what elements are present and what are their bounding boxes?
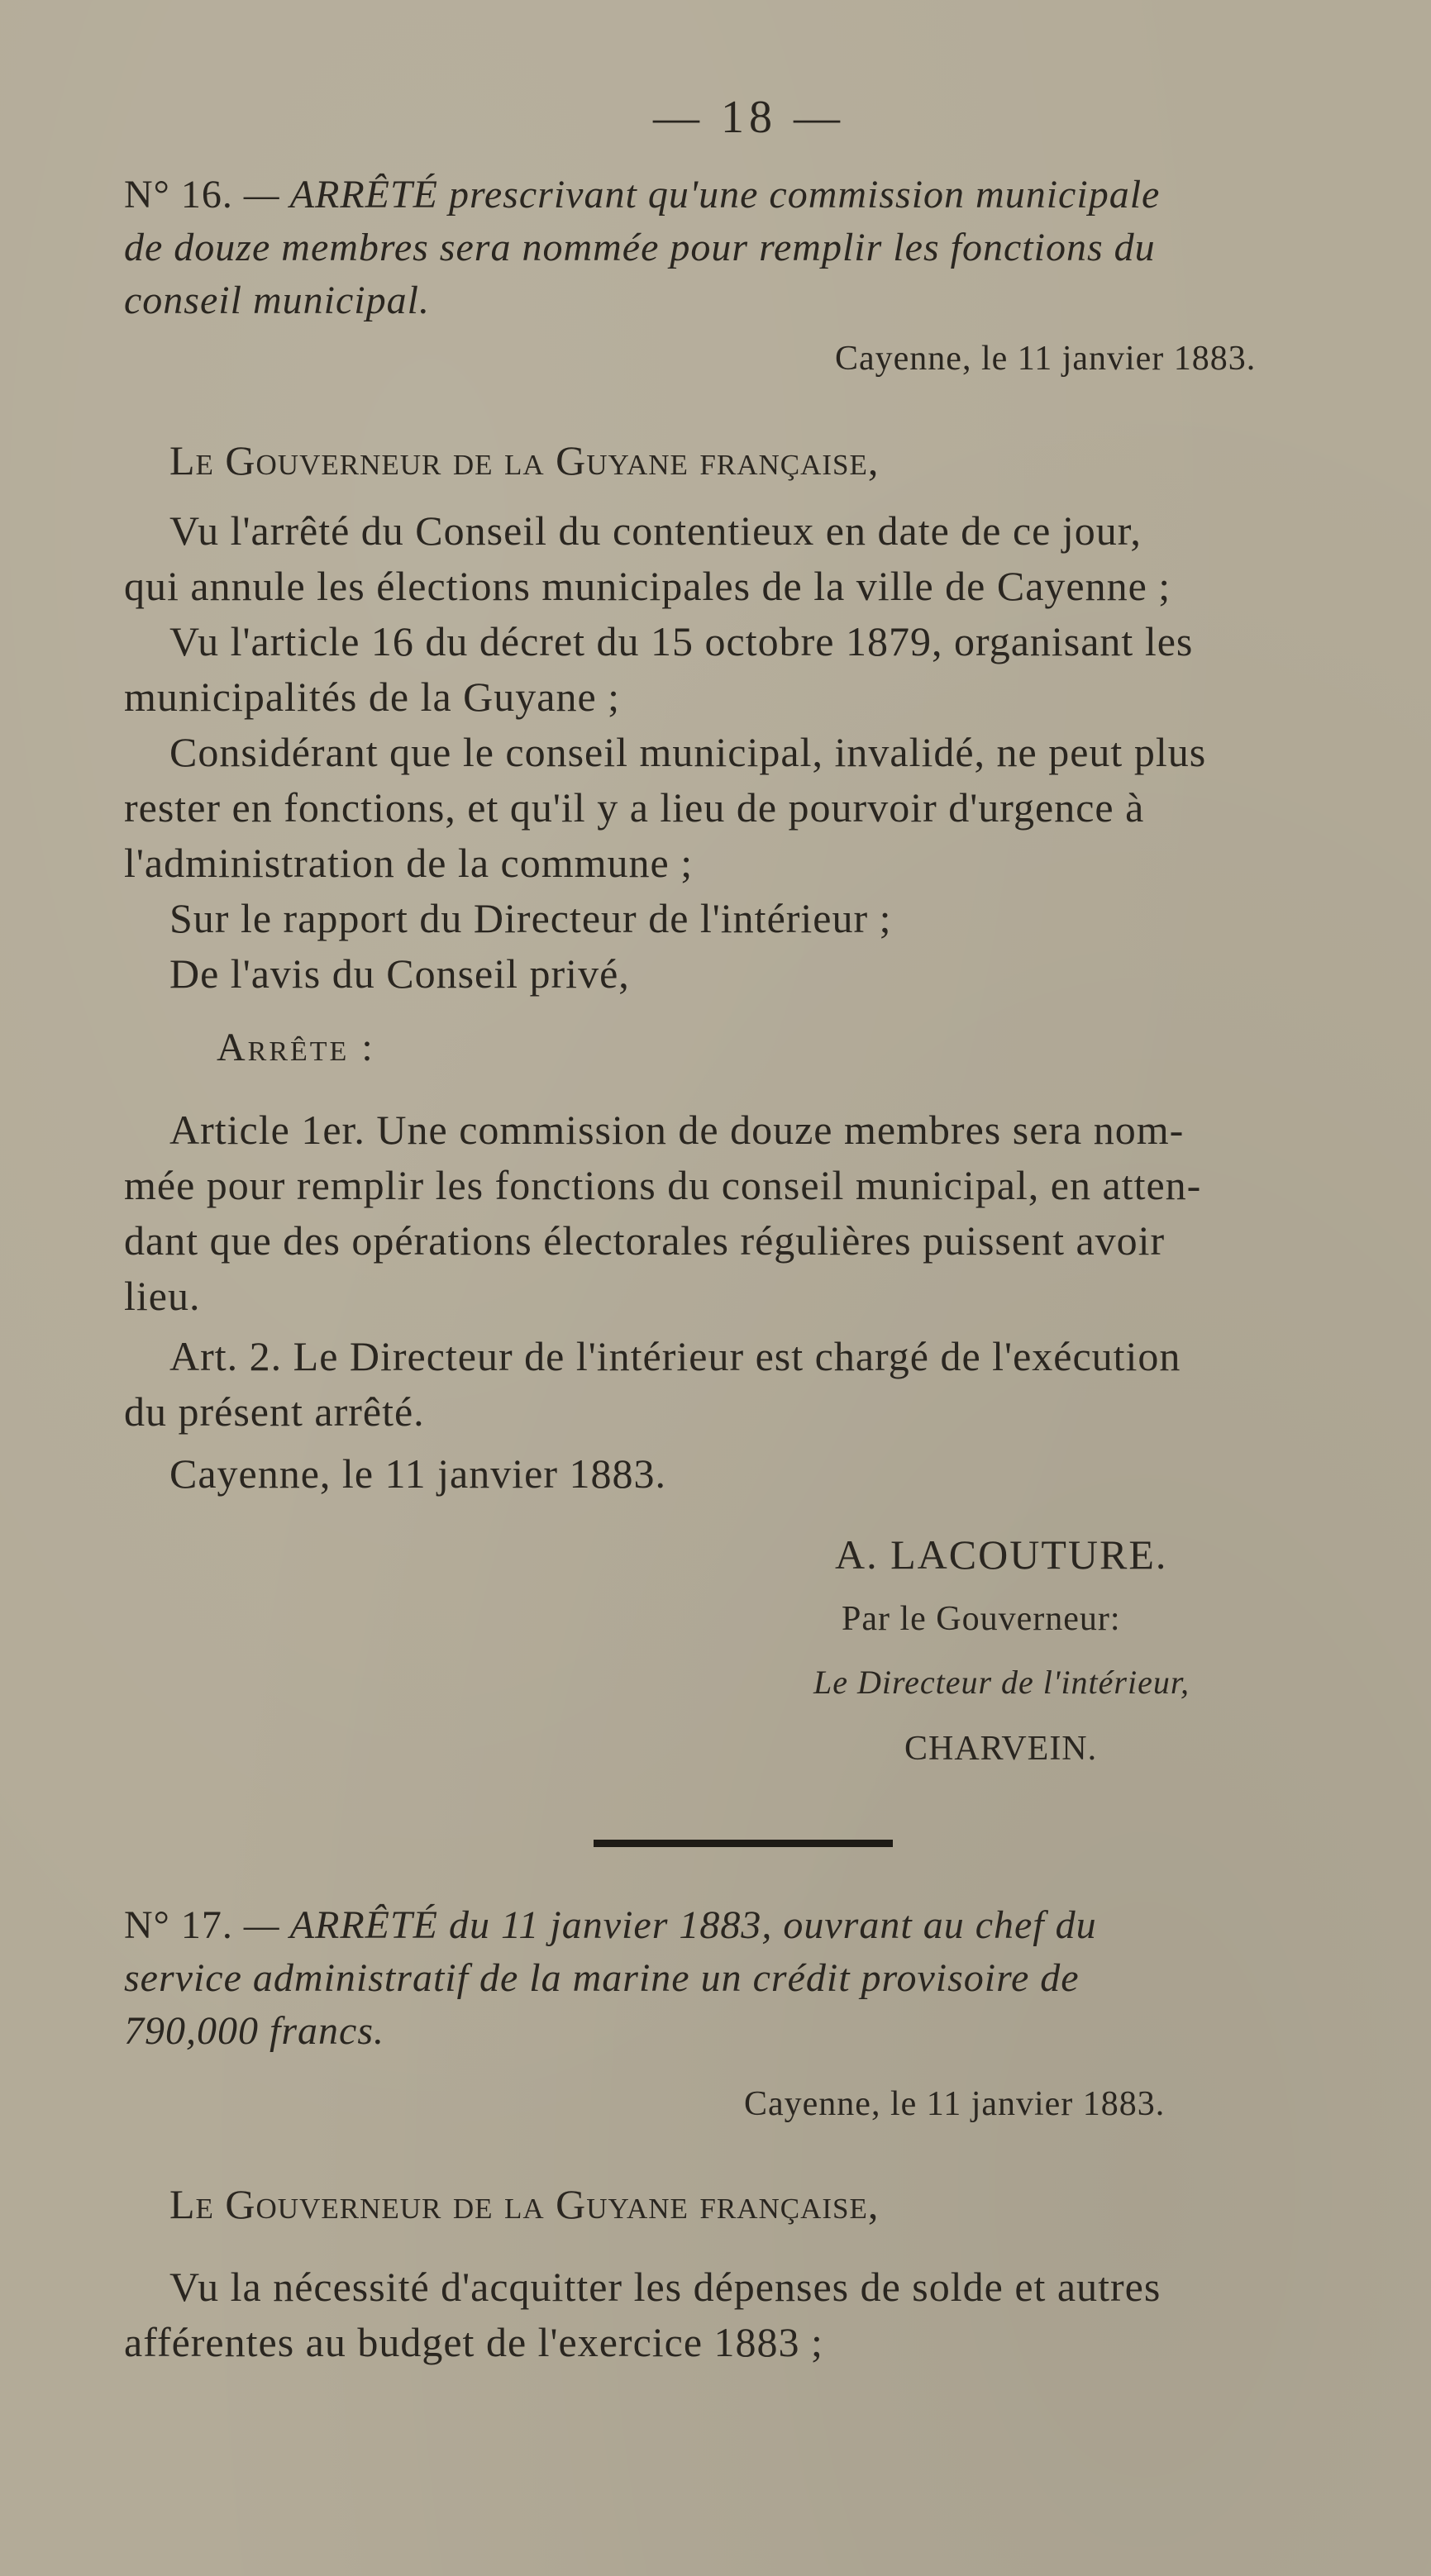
date-line: Cayenne, le 11 janvier 1883.	[835, 340, 1257, 378]
article-line: Article 1er. Une commission de douze membres sera nom-	[169, 1107, 1185, 1153]
paragraph-line: qui annule les élections municipales de la ville de Cayenne ;	[124, 563, 1171, 609]
signature-role: Le Directeur de l'intérieur,	[813, 1664, 1190, 1701]
paragraph-line: l'administration de la commune ;	[124, 840, 694, 886]
article-line: Art. 2. Le Directeur de l'intérieur est chargé de l'exécution	[169, 1333, 1181, 1379]
opening-line: Le Gouverneur de la Guyane française,	[169, 437, 880, 483]
section-title-line	[124, 1902, 1097, 1948]
signature-by: Par le Gouverneur:	[842, 1600, 1121, 1638]
paragraph-line: Vu l'article 16 du décret du 15 octobre 1879, organisant les	[169, 618, 1194, 664]
section-title-line: conseil municipal.	[124, 279, 430, 322]
paragraph-line: Sur le rapport du Directeur de l'intérieur ;	[169, 895, 892, 941]
section-title-line: service administratif de la marine un crédit provisoire de	[124, 1956, 1080, 2000]
opening-line: Le Gouverneur de la Guyane française,	[169, 2181, 880, 2227]
date-line: Cayenne, le 11 janvier 1883.	[744, 2085, 1166, 2123]
section-number: N° 17.	[124, 1903, 233, 1947]
section-title-line: 790,000 francs.	[124, 2009, 384, 2053]
paragraph-line: De l'avis du Conseil privé,	[169, 950, 630, 997]
section-title-line	[124, 172, 1160, 217]
section-divider	[594, 1840, 893, 1847]
paragraph-line: Vu la nécessité d'acquitter les dépenses de solde et autres	[169, 2264, 1161, 2310]
paragraph-line: municipalités de la Guyane ;	[124, 674, 621, 720]
article-line: du présent arrêté.	[124, 1388, 425, 1435]
page-number: — 18 —	[653, 92, 845, 143]
signature-signer: CHARVEIN.	[904, 1730, 1098, 1768]
paragraph-line: Considérant que le conseil municipal, invalidé, ne peut plus	[169, 729, 1207, 775]
section-number: N° 16.	[124, 173, 233, 217]
article-line: lieu.	[124, 1273, 201, 1319]
paragraph-line: afférentes au budget de l'exercice 1883 ;	[124, 2319, 823, 2365]
section-title: — ARRÊTÉ prescrivant qu'une commission municipale	[243, 173, 1161, 217]
paragraph-line: rester en fonctions, et qu'il y a lieu de pourvoir d'urgence à	[124, 784, 1145, 831]
article-line: mée pour remplir les fonctions du conseil municipal, en atten-	[124, 1162, 1202, 1208]
section-title-line: de douze membres sera nommée pour remplir les fonctions du	[124, 226, 1156, 269]
signature-name: A. LACOUTURE.	[835, 1531, 1168, 1578]
section-title: — ARRÊTÉ du 11 janvier 1883, ouvrant au chef du	[243, 1903, 1097, 1947]
closing-date: Cayenne, le 11 janvier 1883.	[169, 1450, 666, 1497]
article-line: dant que des opérations électorales régulières puissent avoir	[124, 1217, 1166, 1264]
arrete-heading: Arrête :	[217, 1026, 375, 1069]
paragraph-line: Vu l'arrêté du Conseil du contentieux en date de ce jour,	[169, 507, 1142, 554]
